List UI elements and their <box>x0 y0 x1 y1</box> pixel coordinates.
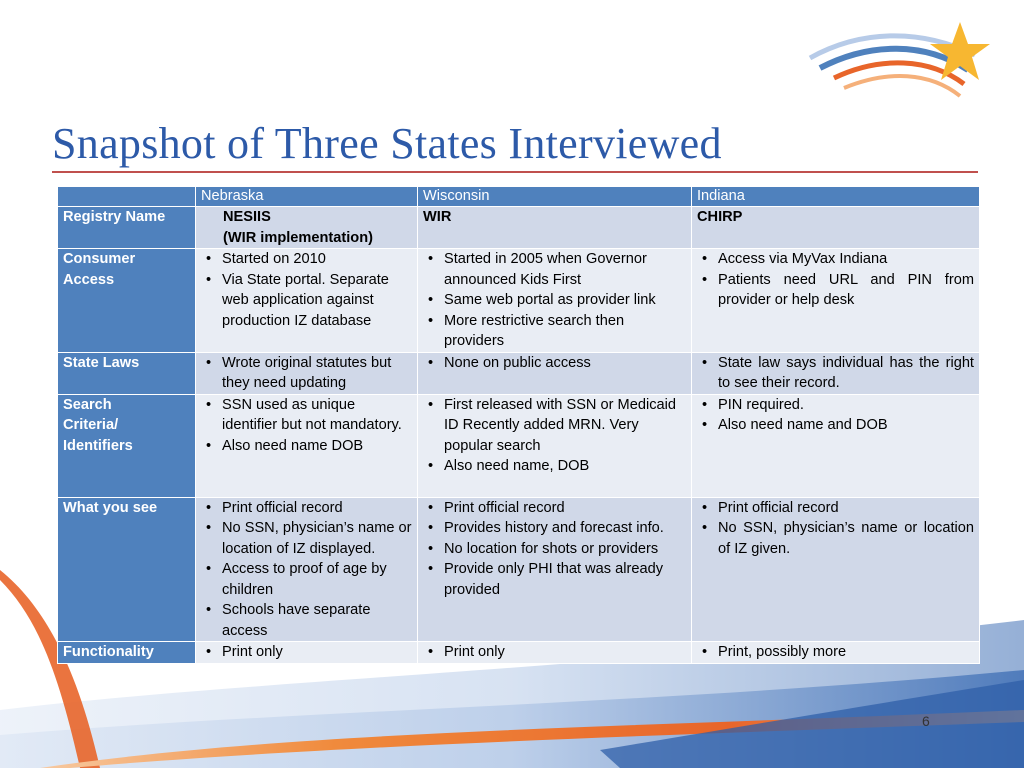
table-row <box>58 497 980 642</box>
cell-wisconsin-search <box>418 394 692 497</box>
list-item: • Schools have separate access <box>201 600 412 641</box>
list-item: • Started on 2010 <box>201 249 412 270</box>
header-nebraska: Nebraska <box>196 187 418 207</box>
list-item: • Print, possibly more <box>697 642 974 663</box>
cell-wisconsin-functionality <box>418 642 692 664</box>
cell-text: (WIR implementation) <box>223 229 373 246</box>
cell-wisconsin-consumer-access <box>418 249 692 353</box>
bullet-list <box>423 498 686 601</box>
list-item: • None on public access <box>423 353 686 374</box>
list-item: • Print only <box>201 642 412 663</box>
header-blank <box>58 187 196 207</box>
cell-indiana-what-you-see <box>692 497 980 642</box>
row-label-functionality: Functionality <box>58 642 196 664</box>
row-label-line: Identifiers <box>63 437 133 454</box>
cell-nebraska-registry <box>196 207 418 249</box>
list-item: • State law says individual has the right to see their record. <box>697 353 974 394</box>
list-item: • No SSN, physician’s name or location of IZ displayed. <box>201 518 412 559</box>
table-row <box>58 352 980 394</box>
cell-nebraska-consumer-access <box>196 249 418 353</box>
list-item: • Print official record <box>201 498 412 519</box>
bullet-list <box>201 353 412 394</box>
list-item: • Print only <box>423 642 686 663</box>
header-wisconsin: Wisconsin <box>418 187 692 207</box>
bullet-list <box>697 395 974 436</box>
list-item: • Provides history and forecast info. <box>423 518 686 539</box>
header-indiana: Indiana <box>692 187 980 207</box>
row-label-registry-name: Registry Name <box>58 207 196 249</box>
bullet-list <box>697 642 974 663</box>
row-label-line: Criteria/ <box>63 417 119 433</box>
cell-indiana-search <box>692 394 980 497</box>
list-item: • Started in 2005 when Governor announced Kids First <box>423 249 686 290</box>
list-item: • More restrictive search then providers <box>423 311 686 352</box>
row-label-state-laws: State Laws <box>58 352 196 394</box>
row-label-line: Search <box>63 396 112 413</box>
star-logo-decoration <box>800 10 1024 110</box>
bullet-list <box>423 353 686 374</box>
bullet-list <box>423 395 686 477</box>
bullet-list <box>423 249 686 352</box>
cell-nebraska-functionality <box>196 642 418 664</box>
list-item: • Patients need URL and PIN from provider or help desk <box>697 270 974 311</box>
row-label-search-criteria <box>58 394 196 497</box>
cell-nebraska-state-laws <box>196 352 418 394</box>
list-item: • Also need name, DOB <box>423 456 686 477</box>
table-header-row <box>58 187 980 207</box>
bullet-list <box>201 642 412 663</box>
list-item: • Provide only PHI that was already provided <box>423 559 686 600</box>
cell-indiana-registry: CHIRP <box>692 207 980 249</box>
list-item: • Also need name and DOB <box>697 415 974 436</box>
row-label-line: Consumer <box>63 251 136 267</box>
bullet-list <box>423 642 686 663</box>
list-item: • Via State portal. Separate web application against production IZ database <box>201 270 412 332</box>
bullet-list <box>201 498 412 642</box>
bullet-list <box>201 249 412 331</box>
title-underline <box>52 171 978 173</box>
cell-wisconsin-registry: WIR <box>418 207 692 249</box>
list-item: • First released with SSN or Medicaid ID Recently added MRN. Very popular search <box>423 395 686 457</box>
table-row <box>58 394 980 497</box>
list-item: • Access via MyVax Indiana <box>697 249 974 270</box>
list-item: • No SSN, physician’s name or location of IZ given. <box>697 518 974 559</box>
cell-wisconsin-state-laws <box>418 352 692 394</box>
cell-nebraska-search <box>196 394 418 497</box>
list-item: • Same web portal as provider link <box>423 290 686 311</box>
cell-text: NESIIS <box>223 209 271 225</box>
list-item: • SSN used as unique identifier but not mandatory. <box>201 395 412 436</box>
bullet-list <box>697 353 974 394</box>
row-label-consumer-access <box>58 249 196 353</box>
bullet-list <box>697 249 974 311</box>
cell-indiana-consumer-access <box>692 249 980 353</box>
list-item: • No location for shots or providers <box>423 539 686 560</box>
cell-nebraska-what-you-see <box>196 497 418 642</box>
bullet-list <box>697 498 974 560</box>
row-label-line: Access <box>63 271 115 288</box>
comparison-table <box>57 186 980 664</box>
list-item: • PIN required. <box>697 395 974 416</box>
page-number: 6 <box>922 713 930 729</box>
list-item: • Print official record <box>423 498 686 519</box>
cell-indiana-functionality <box>692 642 980 664</box>
slide-title: Snapshot of Three States Interviewed <box>52 119 722 168</box>
cell-wisconsin-what-you-see <box>418 497 692 642</box>
list-item: • Print official record <box>697 498 974 519</box>
row-label-what-you-see: What you see <box>58 497 196 642</box>
list-item: • Wrote original statutes but they need updating <box>201 353 412 394</box>
list-item: • Access to proof of age by children <box>201 559 412 600</box>
cell-indiana-state-laws <box>692 352 980 394</box>
table-row <box>58 642 980 664</box>
bullet-list <box>201 395 412 457</box>
table-row <box>58 207 980 249</box>
list-item: • Also need name DOB <box>201 436 412 457</box>
table-row <box>58 249 980 353</box>
